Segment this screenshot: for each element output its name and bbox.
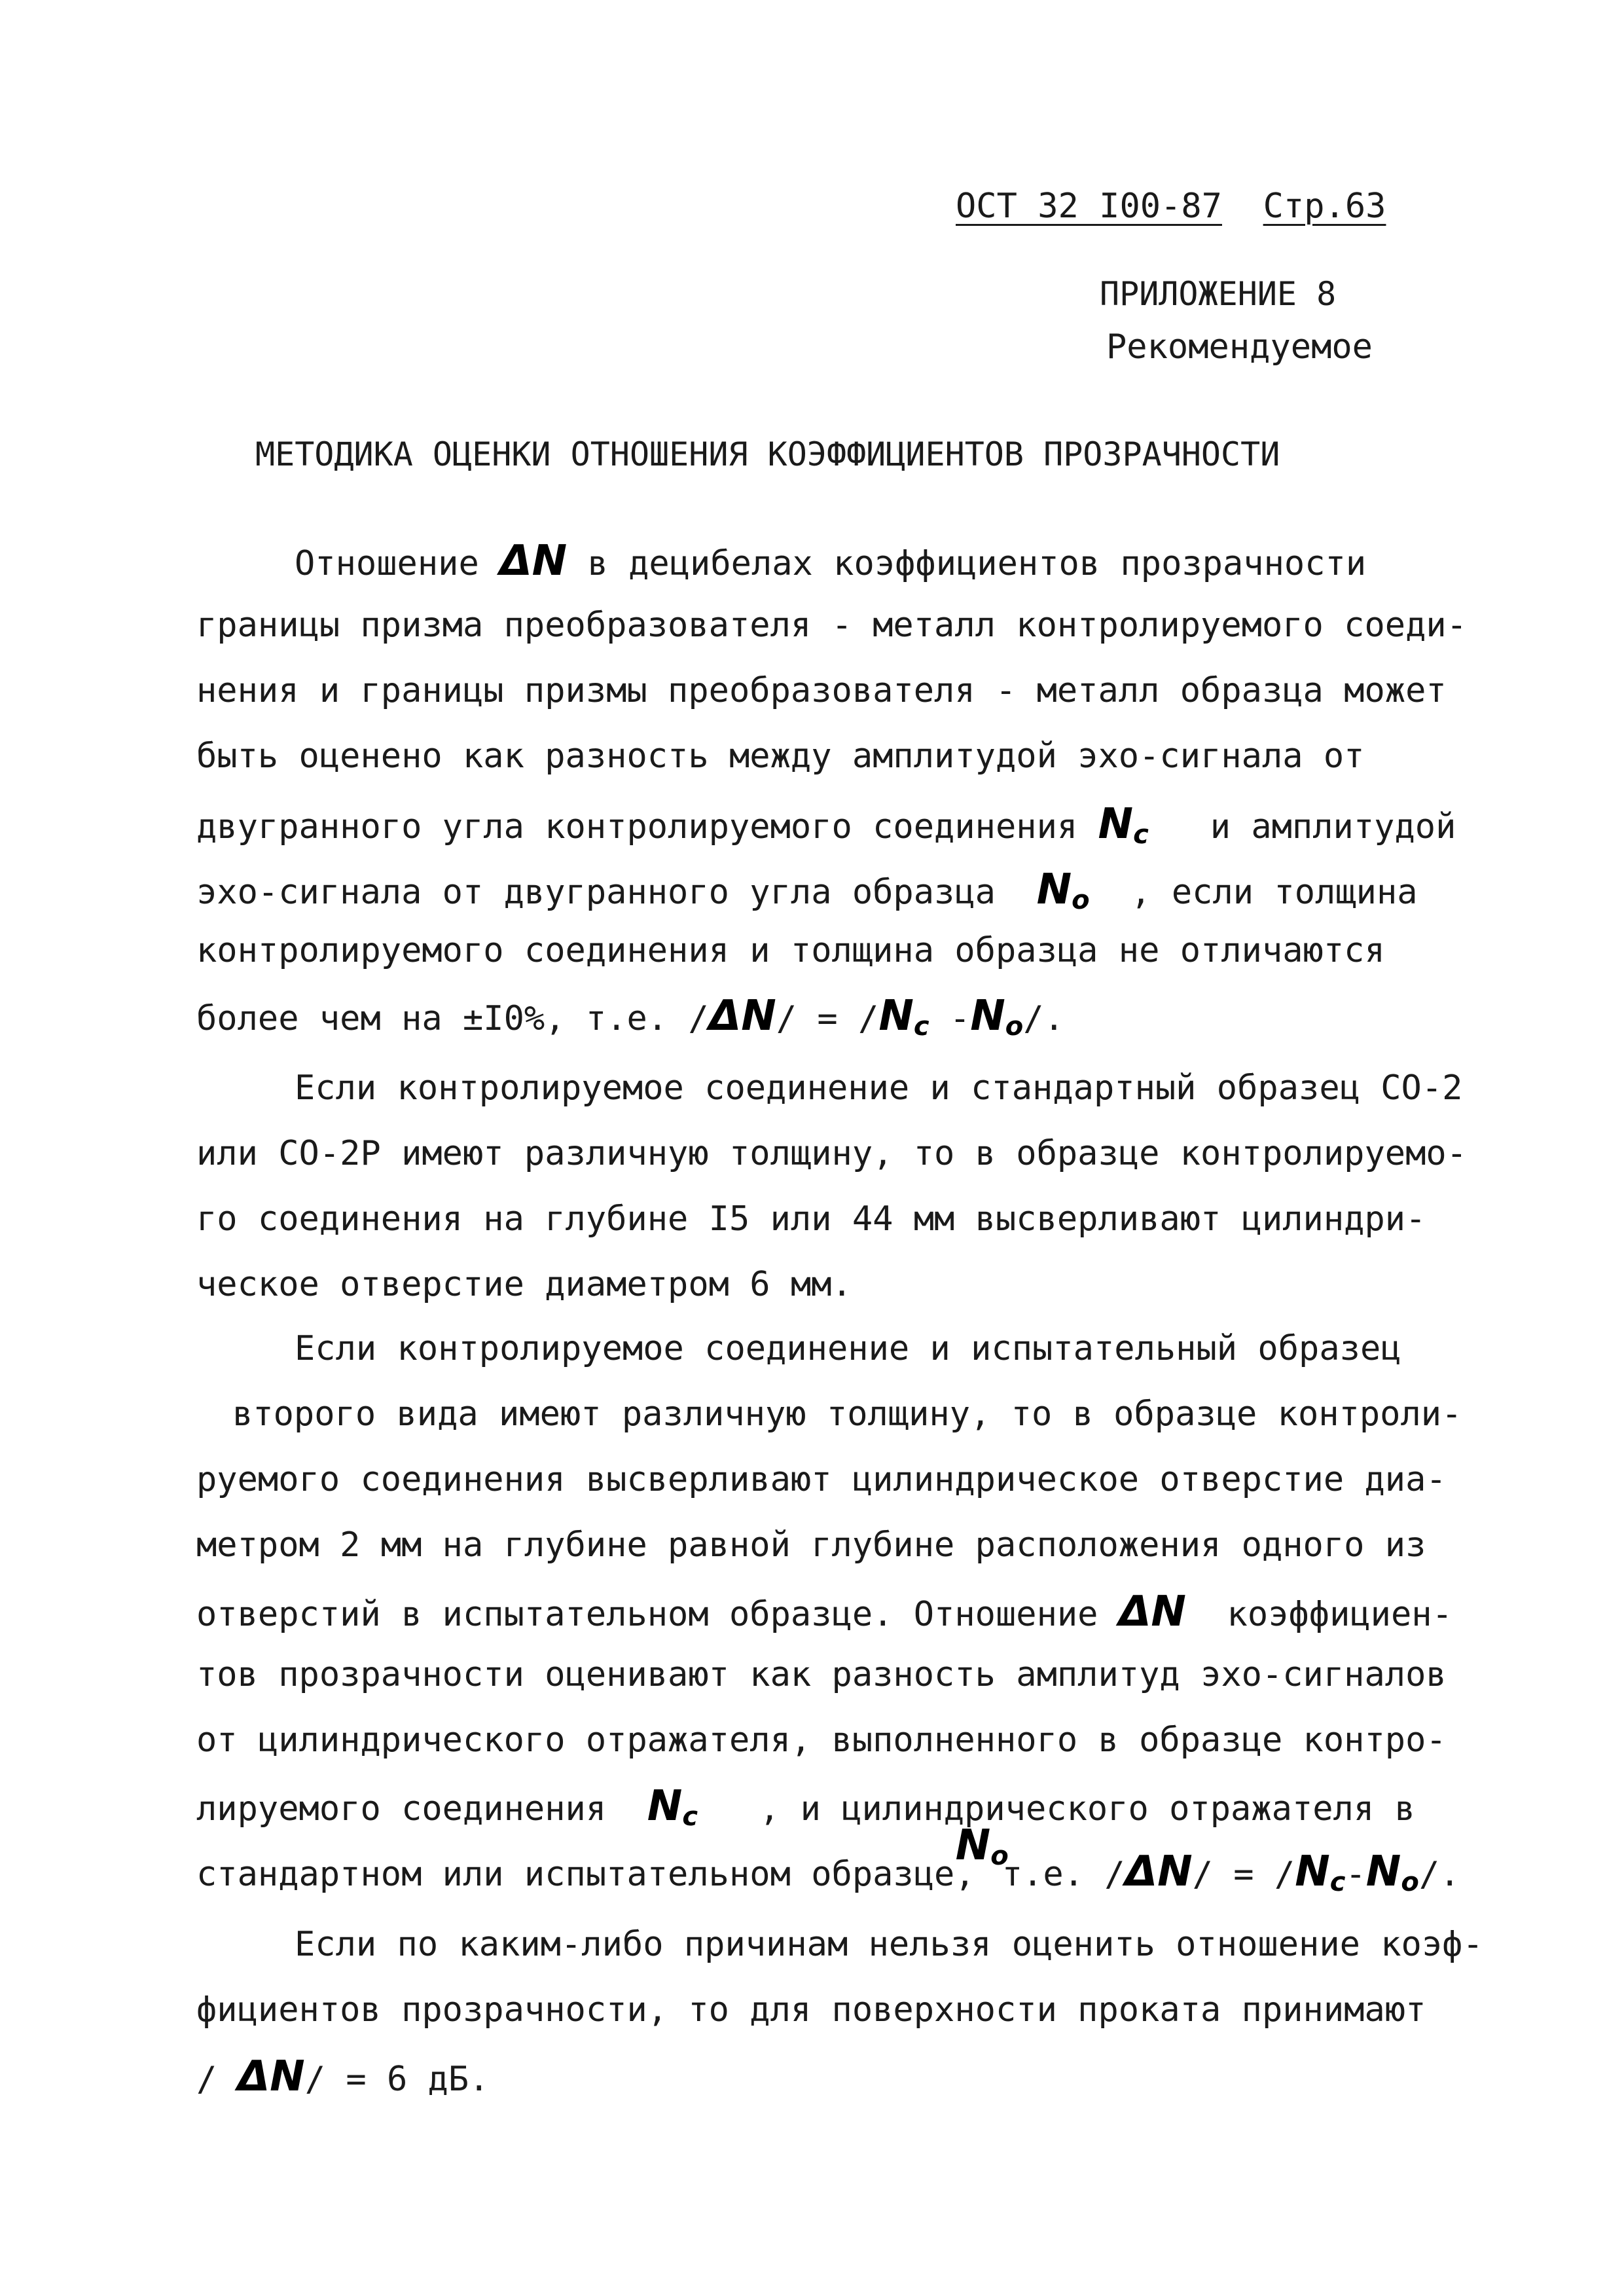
text-line: границы призма преобразователя - металл контролируемого соеди-: [196, 606, 1468, 645]
text-line: эхо-сигнала от двугранного угла образца $N_o$ , если толщина: [196, 866, 1418, 915]
text-line: более чем на ±I0%, т.е. $/\Delta N/ = /N_c$ $-N_o/$.: [196, 992, 1064, 1042]
document-code: [956, 187, 1386, 226]
n-o-symbol: $N_o$: [1365, 1848, 1419, 1897]
n-o-symbol: $N_o$: [955, 1821, 1009, 1871]
text-line: метром 2 мм на глубине равной глубине расположения одного из: [196, 1525, 1426, 1565]
text-line: Если по каким-либо причинам нельзя оценить отношение коэф-: [295, 1925, 1483, 1964]
delta-n-symbol: ΔN: [237, 2052, 305, 2101]
text-line: стандартном или испытательном $образце,N_oт.е$. $/\Delta N/ = /N_c-N_o/$.: [196, 1821, 1460, 1897]
text-line: нения и границы призмы преобразователя - металл образца может: [196, 671, 1447, 710]
text-line: Отношение ΔN в децибелах коэффициентов прозрачности: [295, 537, 1367, 585]
standard-number: ОСТ 32 I00-87: [956, 187, 1222, 226]
appendix-label: ПРИЛОЖЕНИЕ 8: [1100, 275, 1337, 313]
n-c-symbol: $N_c$: [878, 992, 929, 1042]
text-line: ческое отверстие диаметром 6 мм.: [196, 1265, 852, 1304]
n-c-symbol: $N_c$: [647, 1782, 698, 1832]
text-line: отверстий в испытательном образце. Отношение ΔN коэффициен-: [196, 1588, 1453, 1636]
text-line: контролируемого соединения и толщина образца не отличаются: [196, 931, 1385, 970]
text-line: или СО-2Р имеют различную толщину, то в образце контролируемо-: [196, 1134, 1468, 1173]
text-line: го соединения на глубине I5 или 44 мм высверливают цилиндри-: [196, 1199, 1426, 1239]
n-c-symbol: $N_c$: [1295, 1848, 1346, 1897]
text-line: двугранного угла контролируемого соединения $N_c$ и амплитудой: [196, 800, 1456, 850]
n-o-symbol: $N_o$: [970, 992, 1024, 1042]
delta-n-symbol: ΔN: [708, 992, 776, 1040]
text-line: лируемого соединения $N_c$ , и цилиндрического отражателя в: [196, 1782, 1415, 1832]
text-line: руемого соединения высверливают цилиндрическое отверстие диа-: [196, 1460, 1447, 1499]
text-line: второго вида имеют различную толщину, то в образце контроли-: [232, 1394, 1462, 1434]
recommended-label: Рекомендуемое: [1106, 327, 1373, 367]
text-line: фициентов прозрачности, то для поверхности проката принимают: [196, 1990, 1426, 2030]
text-line: Если контролируемое соединение и испытательный образец: [295, 1329, 1401, 1368]
text-line: от цилиндрического отражателя, выполненного в образце контро-: [196, 1721, 1447, 1760]
page-number: Стр.63: [1263, 187, 1386, 226]
text-line: Если контролируемое соединение и стандартный образец СО-2: [295, 1068, 1463, 1108]
text-line: быть оценено как разность между амплитудой эхо-сигнала от: [196, 737, 1365, 776]
n-c-symbol: $N_c$: [1098, 800, 1149, 850]
page-title: МЕТОДИКА ОЦЕНКИ ОТНОШЕНИЯ КОЭФФИЦИЕНТОВ ПРОЗРАЧНОСТИ: [255, 435, 1280, 473]
delta-n-symbol: ΔN: [1118, 1588, 1186, 1636]
text-line: / ΔN/ = 6 дБ.: [196, 2052, 490, 2101]
text-line: тов прозрачности оценивают как разность амплитуд эхо-сигналов: [196, 1655, 1447, 1694]
delta-n-symbol: ΔN: [499, 537, 568, 585]
delta-n-symbol: ΔN: [1125, 1848, 1193, 1896]
n-o-symbol: $N_o$: [1036, 866, 1090, 915]
